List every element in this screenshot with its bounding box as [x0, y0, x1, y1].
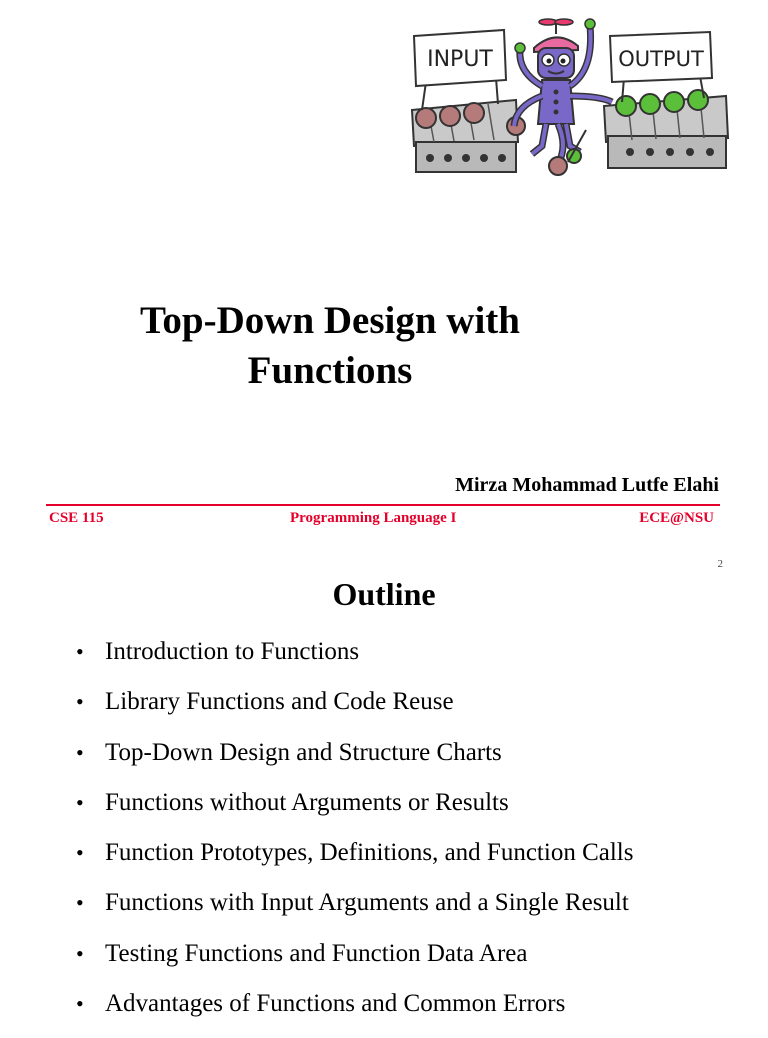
slide-title	[70, 296, 590, 396]
bullet-icon: •	[76, 789, 84, 815]
list-item-text: Testing Functions and Function Data Area	[105, 939, 528, 967]
list-item-text: Functions without Arguments or Results	[105, 788, 509, 816]
bullet-icon: •	[76, 991, 84, 1017]
footer-course-code: CSE 115	[49, 510, 104, 526]
list-item	[76, 737, 633, 787]
list-item	[76, 887, 633, 937]
outline-list	[76, 636, 633, 1038]
list-item	[76, 787, 633, 837]
outline-title: Outline	[332, 576, 436, 612]
bullet-icon: •	[76, 639, 84, 664]
bullet-icon: •	[76, 689, 84, 715]
robot-character	[514, 19, 612, 175]
bullet-icon: •	[76, 739, 84, 765]
bullet-icon: •	[76, 840, 84, 866]
output-sign-label: OUTPUT	[618, 47, 704, 71]
footer-course-name: Programming Language I	[290, 510, 457, 526]
list-item-text: Top-Down Design and Structure Charts	[105, 738, 502, 766]
list-item	[76, 686, 633, 736]
list-item-text: Function Prototypes, Definitions, and Function Calls	[105, 839, 634, 867]
bullet-icon: •	[76, 940, 84, 966]
bullet-icon: •	[76, 890, 84, 916]
footer-divider	[46, 504, 720, 506]
list-item-text: Introduction to Functions	[105, 638, 360, 665]
input-sign-label: INPUT	[427, 47, 493, 72]
input-sign	[414, 30, 506, 110]
list-item	[76, 636, 633, 686]
list-item	[76, 988, 633, 1038]
list-item	[76, 938, 633, 988]
author-name: Mirza Mohammad Lutfe Elahi	[455, 474, 719, 496]
slide-title-line-2: Functions	[247, 349, 413, 392]
slide-title-line-1: Top-Down Design with	[140, 299, 520, 342]
list-item-text: Functions with Input Arguments and a Single Result	[105, 889, 629, 917]
slide-number: 2	[717, 558, 723, 570]
list-item-text: Library Functions and Code Reuse	[105, 688, 454, 716]
list-item	[76, 837, 633, 887]
robot-function-illustration	[408, 14, 738, 182]
footer-department: ECE@NSU	[639, 510, 714, 526]
list-item-text: Advantages of Functions and Common Errors	[105, 990, 566, 1018]
